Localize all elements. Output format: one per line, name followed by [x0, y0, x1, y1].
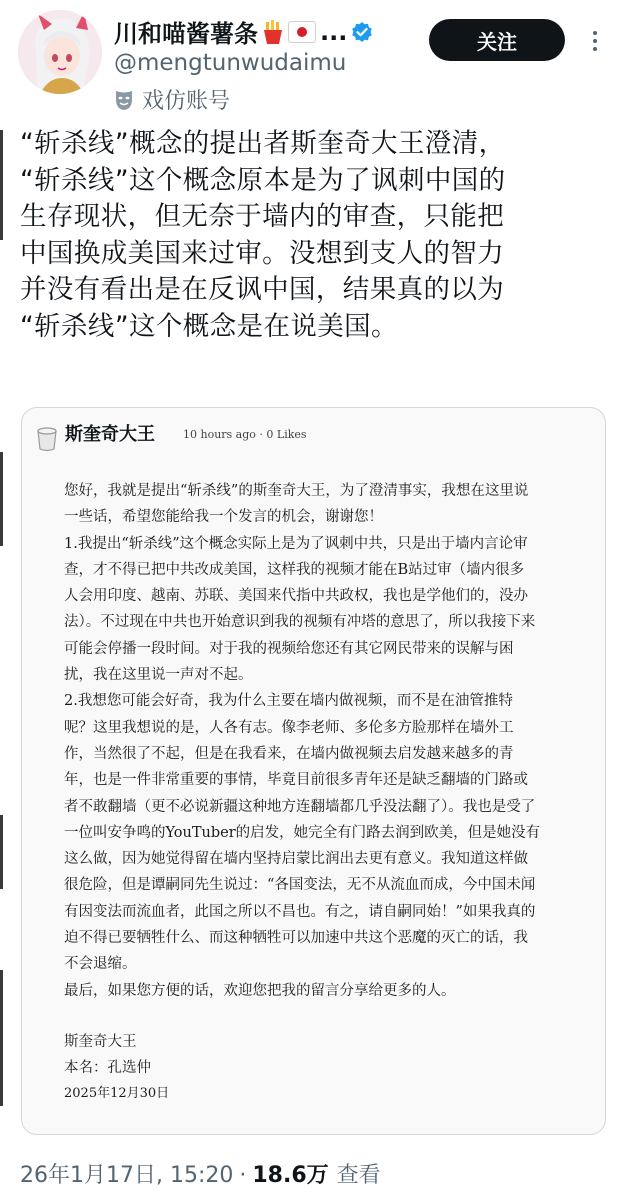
tweet-text-line: “斩杀线”这个概念原本是为了讽刺中国的 — [20, 164, 506, 196]
comment-avatar-icon — [36, 425, 58, 453]
verified-badge-icon[interactable] — [351, 21, 373, 43]
tweet-text-line: 中国换成美国来过审。没想到支人的智力 — [20, 237, 505, 269]
comment-line: 有因变法而流血者，此国之所以不昌也。有之，请自嗣同始！”如果我真的 — [64, 903, 536, 920]
comment-line: 很危险，但是谭嗣同先生说过：“各国变法，无不从流血而成，今中国未闻 — [64, 877, 536, 894]
comment-line: 可能会停播一段时间。对于我的视频给您还有其它网民带来的误解与困 — [64, 640, 514, 657]
signature-date: 2025年12月30日 — [64, 1086, 170, 1101]
comment-signature — [64, 1029, 169, 1107]
comment-author: 斯奎奇大王 — [65, 424, 155, 445]
comment-line: 这么做，因为她觉得留在墙内坚持启蒙比润出去更有意义。我知道这样做 — [64, 851, 528, 868]
tweet-timestamp[interactable]: 26年1月17日, 15:20 — [20, 1163, 234, 1188]
comment-line: 一些话，希望您能给我一个发言的机会，谢谢您！ — [64, 509, 383, 526]
user-handle[interactable]: @mengtunwudaimu — [114, 50, 347, 76]
parody-account-label — [114, 84, 230, 115]
comment-line: 作，当然很了不起，但是在我看来，在墙内做视频去启发越来越多的青 — [64, 745, 514, 762]
comment-meta: 10 hours ago · 0 Likes — [183, 428, 307, 441]
comment-line: 呢？这里我想说的是，人各有志。像李老师、多伦多方脸那样在墙外工 — [64, 719, 514, 736]
tweet-header — [0, 0, 627, 120]
tweet-text-line: 并没有看出是在反讽中国，结果真的以为 — [20, 274, 505, 305]
comment-line: 1.我提出“斩杀线”这个概念实际上是为了讽刺中共，只是出于墙内言论审 — [64, 535, 528, 552]
follow-button[interactable]: 关注 — [429, 19, 565, 61]
display-name-ellipsis: ... — [320, 17, 348, 46]
comment-line: 扰，我在这里说一声对不起。 — [64, 667, 253, 684]
comment-line: 您好，我就是提出“斩杀线”的斯奎奇大王，为了澄清事实，我想在这里说 — [64, 483, 529, 499]
avatar[interactable] — [18, 10, 102, 94]
comment-line: 不会退缩。 — [64, 956, 137, 973]
signature-real-name: 本名：孔选仲 — [64, 1060, 151, 1076]
comment-line: 最后，如果您方便的话，欢迎您把我的留言分享给更多的人。 — [64, 982, 456, 999]
comment-line: 人会用印度、越南、苏联、美国来代指中共政权，我也是学他们的，没办 — [64, 588, 528, 605]
tweet-text-line: “斩杀线”概念的提出者斯奎奇大王澄清， — [20, 128, 506, 159]
tweet-text-line: 生存现状，但无奈于墙内的审查，只能把 — [20, 201, 505, 232]
view-count-label: 查看 — [336, 1163, 381, 1188]
separator-dot: · — [239, 1163, 247, 1188]
comment-line: 年，也是一件非常重要的事情，毕竟目前很多青年还是缺乏翻墙的门路或 — [64, 772, 528, 789]
edge-indicator — [0, 452, 3, 546]
parody-label-text: 戏仿账号 — [142, 89, 231, 114]
comment-line: 查，才不得已把中共改成美国，这样我的视频才能在B站过审（墙内很多 — [64, 561, 525, 578]
comment-line: 迫不得已要牺牲什么、而这种牺牲可以加速中共这个恶魔的灭亡的话，我 — [64, 930, 528, 947]
fries-icon — [262, 20, 284, 44]
view-count: 18.6万 — [252, 1163, 329, 1188]
edge-indicator — [0, 970, 3, 1106]
mask-icon — [114, 89, 134, 111]
comment-line: 者不敢翻墙（更不必说新疆这种地方连翻墙都几乎没法翻了）。我也是受了 — [64, 798, 536, 815]
tweet-text-line: “斩杀线”这个概念是在说美国。 — [20, 310, 398, 342]
comment-line: 一位叫安争鸣的YouTuber的启发，她完全有门路去润到欧美，但是她没有 — [64, 824, 541, 841]
comment-line: 2.我想您可能会好奇，我为什么主要在墙内做视频，而不是在油管推特 — [64, 693, 513, 710]
edge-indicator — [0, 815, 3, 889]
more-options-icon[interactable] — [584, 30, 606, 52]
japan-flag-icon — [288, 21, 316, 43]
display-name-text: 川和喵酱薯条 — [114, 20, 258, 48]
display-name[interactable] — [114, 14, 373, 49]
signature-name: 斯奎奇大王 — [64, 1034, 137, 1050]
tweet-text — [20, 126, 612, 345]
tweet-footer — [20, 1158, 381, 1189]
comment-line: 法）。不过现在中共也开始意识到我的视频有冲塔的意思了，所以我接下来 — [64, 614, 536, 631]
edge-indicator — [0, 130, 3, 240]
comment-body — [64, 478, 589, 1004]
attached-image-card[interactable] — [21, 407, 606, 1135]
